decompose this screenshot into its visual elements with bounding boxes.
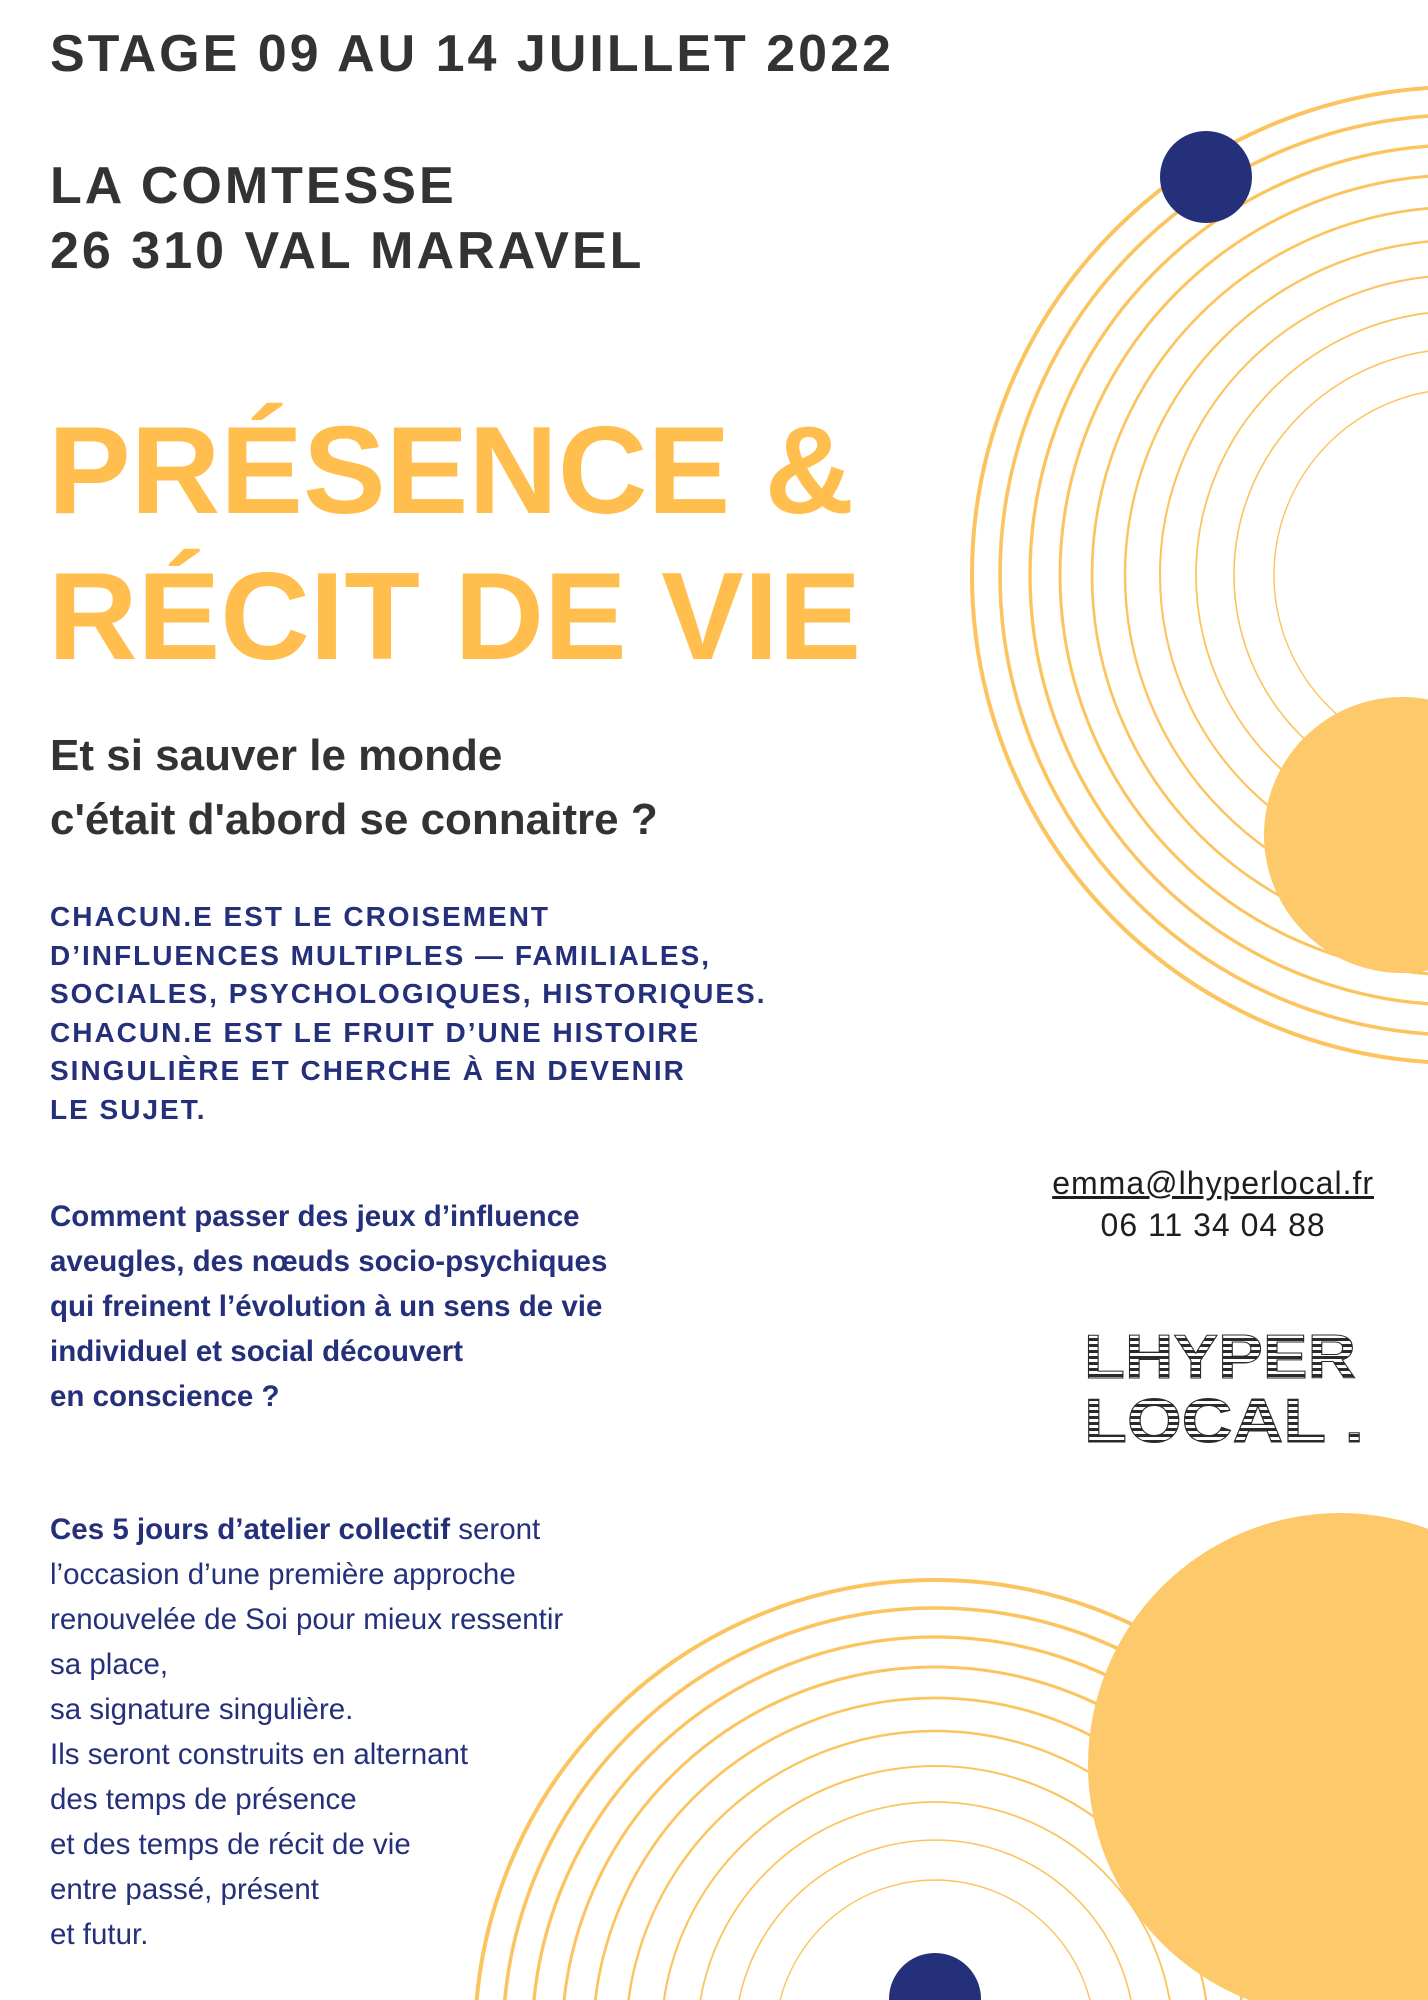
subtitle [50,724,658,852]
ring [626,1731,1244,2000]
navy-dot [1160,131,1252,223]
question-line: en conscience ? [50,1380,280,1413]
ring [697,1802,1173,2000]
description-line: des temps de présence [50,1783,357,1816]
description-line: sa signature singulière. [50,1693,354,1726]
ring [735,1840,1135,2000]
description-line: et des temps de récit de vie [50,1828,411,1861]
venue-city: 26 310 VAL MARAVEL [50,222,645,280]
description-lead-rest: seront [450,1513,541,1546]
description-line: renouvelée de Soi pour mieux ressentir [50,1603,564,1636]
ring [1125,240,1428,910]
poster-title [48,398,861,690]
ring [532,1637,1338,2000]
logo-line: LHYPER [1084,1323,1356,1392]
yellow-disc-large [1088,1513,1428,2000]
yellow-disc [1264,697,1428,973]
subtitle-line: Et si sauver le monde [50,731,503,780]
ring [775,1880,1095,2000]
ring [1000,115,1428,1035]
question-paragraph [50,1194,607,1419]
ring [1092,207,1428,943]
logo-line: LOCAL . [1084,1387,1364,1450]
ring [972,87,1428,1063]
intro-line: LE SUJET. [50,1093,207,1125]
title-line: PRÉSENCE & [48,402,855,540]
email-link[interactable]: emma@lhyperlocal.fr [1052,1165,1374,1201]
intro-line: D’INFLUENCES MULTIPLES — FAMILIALES, [50,939,712,971]
ring [1234,349,1428,801]
ring [1160,275,1428,875]
description-line: sa place, [50,1648,169,1681]
description-line: Ils seront construits en alternant [50,1738,469,1771]
description-lead-line [50,1507,563,1552]
question-line: individuel et social découvert [50,1335,464,1368]
event-date: STAGE 09 AU 14 JUILLET 2022 [50,25,894,83]
venue-name: LA COMTESSE [50,157,457,215]
ring [593,1698,1277,2000]
description-paragraph [50,1507,563,1957]
intro-paragraph [50,898,766,1129]
question-line: qui freinent l’évolution à un sens de vie [50,1290,603,1323]
venue-address [50,154,644,284]
navy-dot-bottom [889,1953,981,2000]
intro-line: SINGULIÈRE ET CHERCHE À EN DEVENIR [50,1055,686,1086]
description-lead-bold: Ces 5 jours d’atelier collectif [50,1513,451,1546]
question-line: Comment passer des jeux d’influence [50,1200,580,1233]
description-line: entre passé, présent [50,1873,319,1906]
question-line: aveugles, des nœuds socio-psychiques [50,1245,608,1278]
contact-block [1052,1162,1374,1246]
subtitle-line: c'était d'abord se connaitre ? [50,795,658,844]
ring [661,1766,1209,2000]
ring [1060,175,1428,975]
ring [475,1580,1395,2000]
intro-line: CHACUN.E EST LE CROISEMENT [50,901,551,932]
ring [1196,311,1428,839]
intro-line: CHACUN.E EST LE FRUIT D’UNE HISTOIRE [50,1016,701,1048]
title-line: RÉCIT DE VIE [48,548,862,686]
description-line: et futur. [50,1918,149,1951]
ring [503,1608,1367,2000]
ring [562,1667,1308,2000]
description-line: l’occasion d’une première approche [50,1558,516,1591]
ring [1030,145,1428,1005]
lhyperlocal-logo [1080,1320,1370,1450]
ring [1274,389,1428,761]
intro-line: SOCIALES, PSYCHOLOGIQUES, HISTORIQUES. [50,978,767,1009]
phone-number: 06 11 34 04 88 [1100,1207,1326,1243]
